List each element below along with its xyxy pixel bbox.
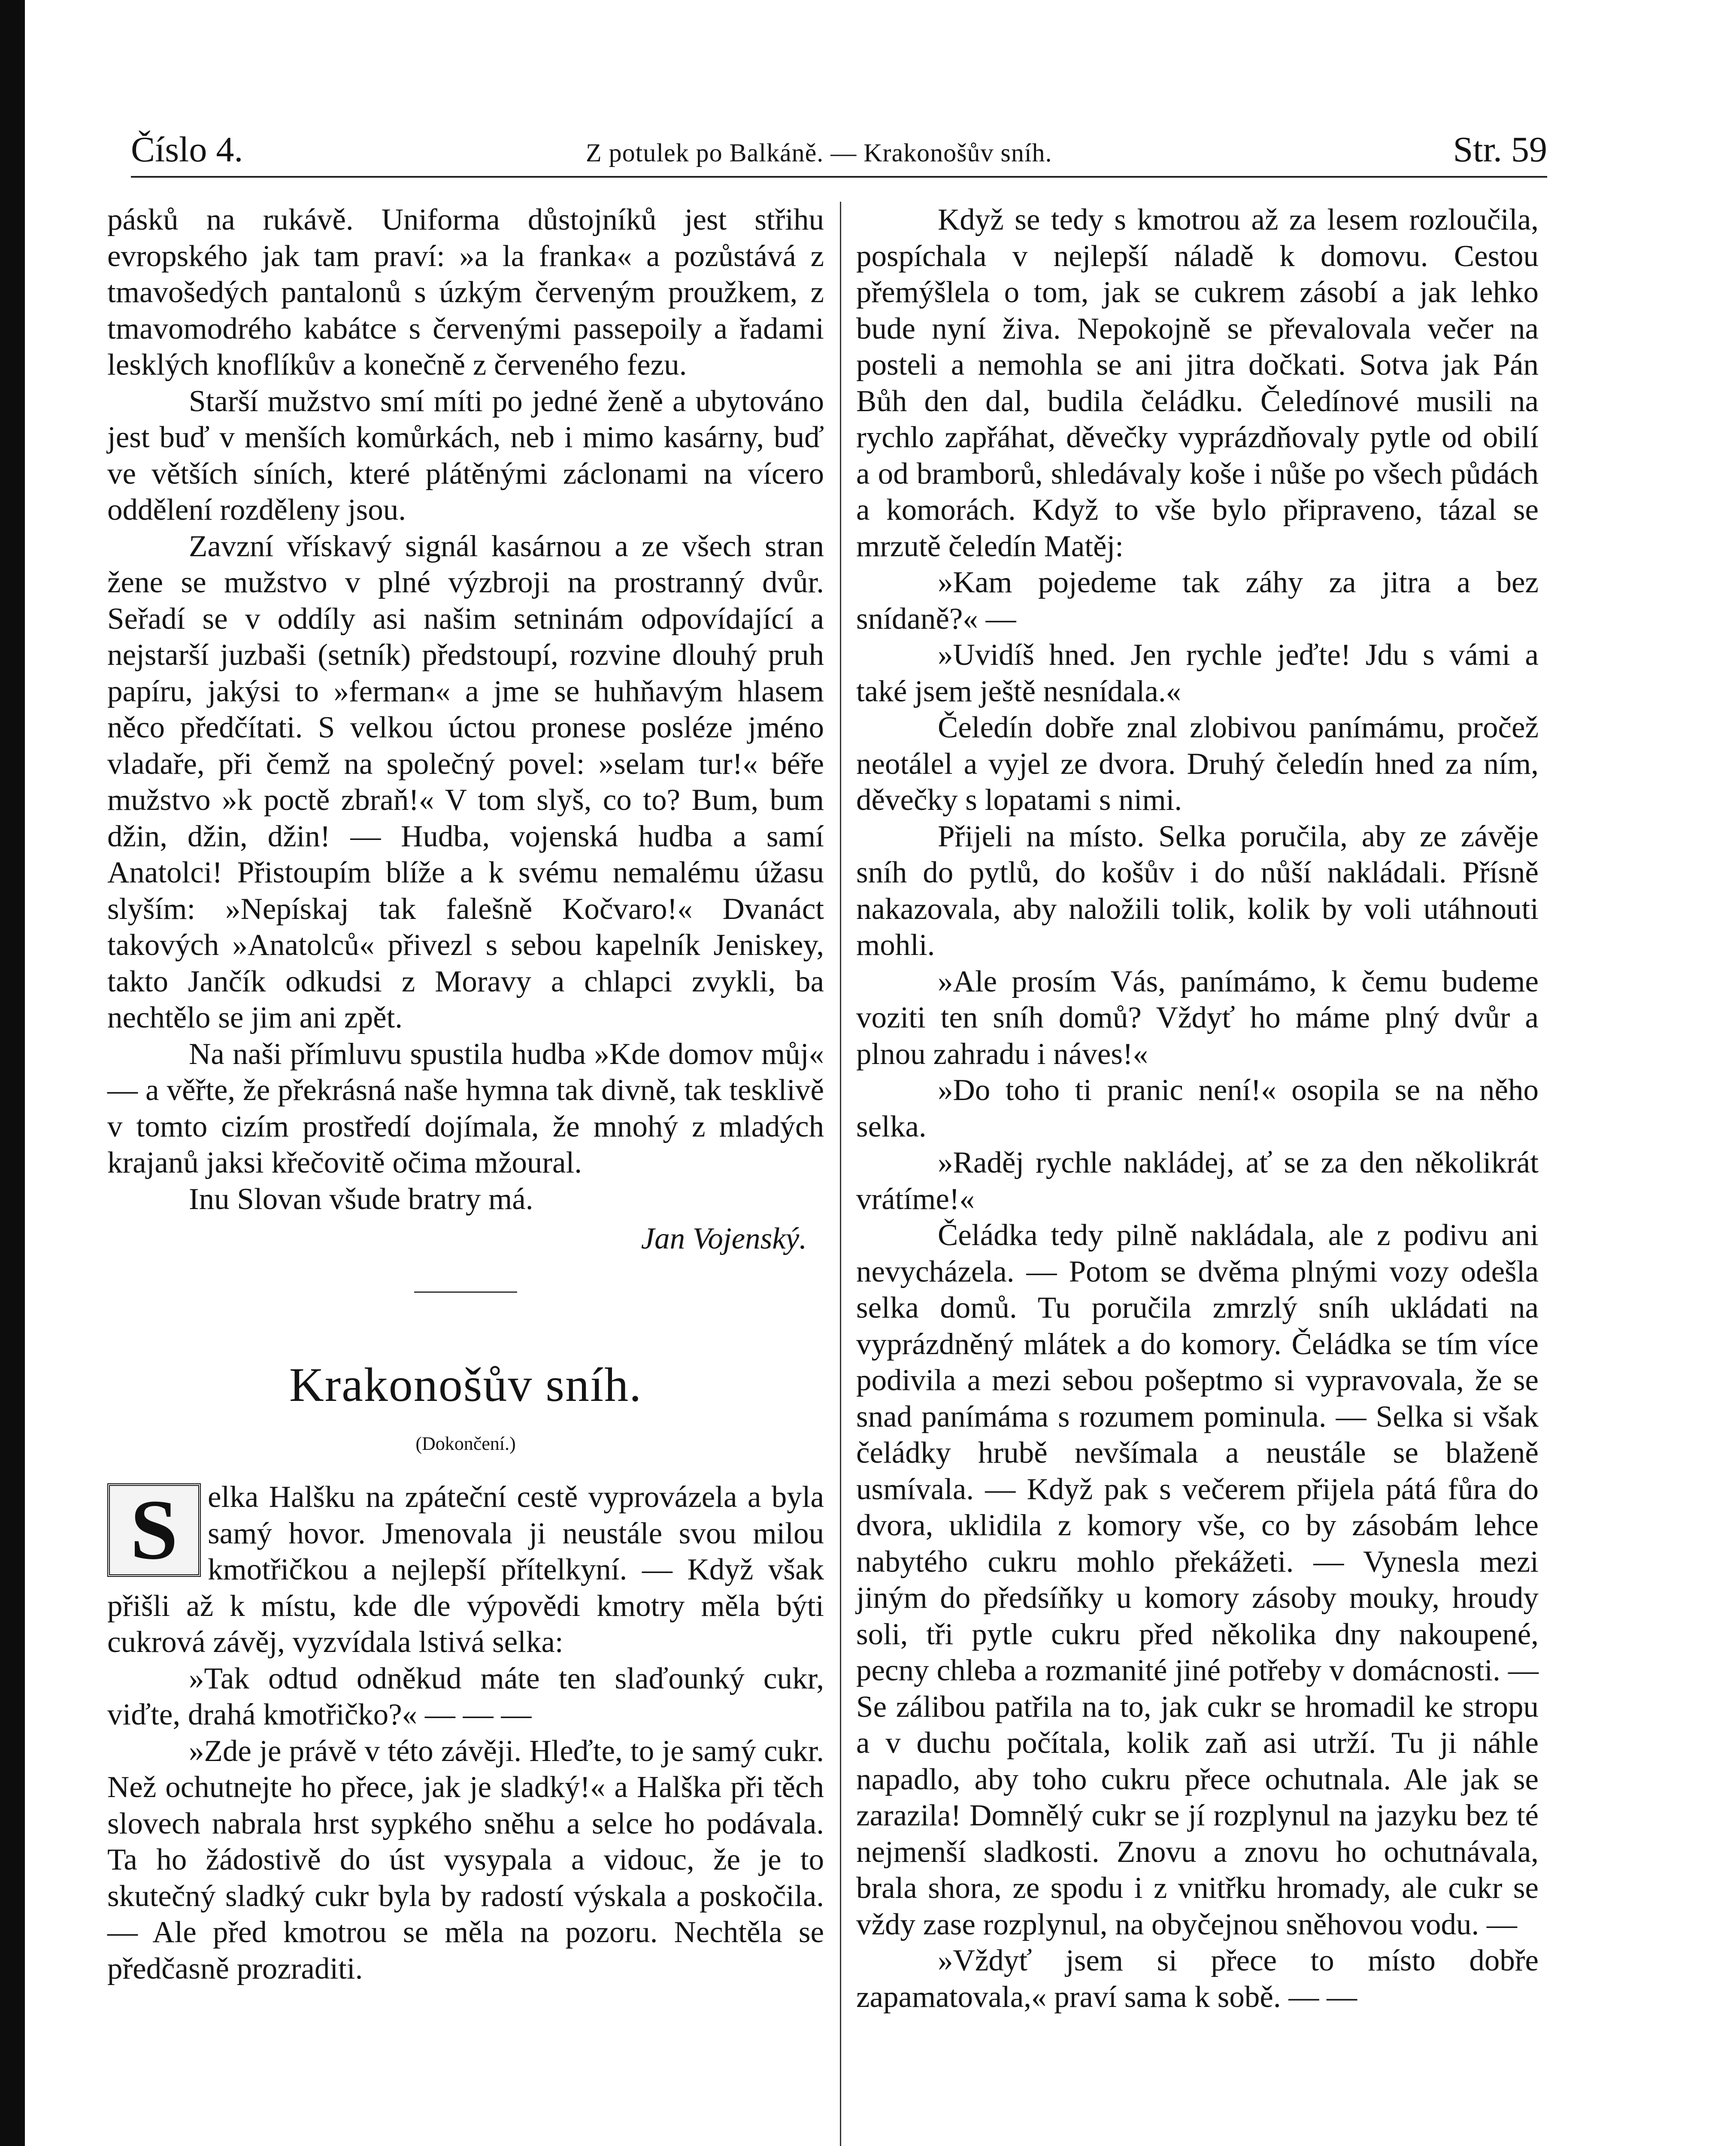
paragraph: elka Halšku na zpáteční cestě vyprovázela a byla samý hovor. Jmenovala ji neustále svou milou kmotřičkou a nejlepší přítelkyní. — Když však přišli až k místu, kde dle výpovědi kmotry měla býti cukrová závěj, vyzvídala lstivá selka: [107, 1480, 824, 1659]
paragraph: »Kam pojedeme tak záhy za jitra a bez snídaně?« — [856, 566, 1539, 636]
article-title: Krakonošův sníh. [289, 1358, 642, 1412]
scan-edge-left [0, 0, 25, 2146]
paragraph: Čeledín dobře znal zlobivou panímámu, pročež neotálel a vyjel ze dvora. Druhý čeledín hned za ním, děvečky s lopatami s nimi. [856, 711, 1539, 817]
paragraph: Zavzní vřískavý signál kasárnou a ze všech stran žene se mužstvo v plné výzbroji na prostranný dvůr. Seřadí se v oddíly asi našim setninám odpovídající a nejstarší juzbaši (setník) předstoupí, rozvine dlouhý pruh papíru, jakýsi to »ferman« a jme se huhňavým hlasem něco předčítati. S velkou úctou pronese posléze jméno vladaře, při čemž na společný povel: »selam tur!« béře mužstvo »k poctě zbraň!« V tom slyš, co to? Bum, bum džin, džin, džin! — Hudba, vojenská hudba a samí Anatolci! Přistoupím blíže a k svému nemalému úžasu slyším: »Nepískaj tak falešně Kočvaro!« Dvanáct takových »Anatolců« přivezl s sebou kapelník Jeniskey, takto Jančík odkudsi z Moravy a chlapci zvykli, ba nechtělo se jim ani zpět. [107, 529, 824, 1034]
paragraph: »Vždyť jsem si přece to místo dobře zapamatovala,« praví sama k sobě. — — [856, 1944, 1539, 2014]
section-separator [414, 1291, 517, 1293]
paragraph: »Raděj rychle nakládej, ať se za den několikrát vrátíme!« [856, 1146, 1539, 1216]
running-title: Z potulek po Balkáně. — Krakonošův sníh. [586, 139, 1052, 167]
paragraph: »Uvidíš hned. Jen rychle jeďte! Jdu s vámi a také jsem ještě nesnídala.« [856, 638, 1539, 708]
running-head [131, 129, 1547, 180]
paragraph: »Do toho ti pranic není!« osopila se na něho selka. [856, 1073, 1539, 1143]
paragraph: Když se tedy s kmotrou až za lesem rozloučila, pospíchala v nejlepší náladě k domovu. Cestou přemýšlela o tom, jak se cukrem zásobí a jak lehko bude nyní živa. Nepokojně se převalovala večer na posteli a nemohla se ani jitra dočkati. Sotva jak Pán Bůh den dal, budila čeládku. Čeledínové musili na rychlo zapřáhat, děvečky vyprázdňovaly pytle od obilí a od bramborů, shledávaly koše i nůše po všech půdách a komorách. Když to vše bylo připraveno, tázal se mrzutě čeledín Matěj: [856, 203, 1539, 563]
column-divider [840, 202, 841, 2146]
paragraph: »Tak odtud odněkud máte ten slaďounký cukr, viďte, drahá kmotřičko?« — — — [107, 1661, 824, 1731]
paragraph: Čeládka tedy pilně nakládala, ale z podivu ani nevycházela. — Potom se dvěma plnými vozy odešla selka domů. Tu poručila zmrzlý sníh ukládati na vyprázdněný mlátek a do komory. Čeládka se tím více podivila a mezi sebou pošeptmo si vypravovala, že se snad panímáma s rozumem pominula. — Selka si však čeládky hrubě nevšímala a neustále se blaženě usmívala. — Když pak s večerem přijela pátá fůra do dvora, uklidila z komory vše, co by zásobám lehce nabytého cukru mohlo překážeti. — Vynesla mezi jiným do předsíňky u komory zásoby mouky, hroudy soli, tři pytle cukru před několika dny nakoupené, pecny chleba a rozmanité jiné potřeby v domácnosti. — Se zálibou patřila na to, jak cukr se hromadil ke stropu a v duchu počítala, kolik zaň asi utrží. Tu ji náhle napadlo, aby toho cukru přece ochutnala. Ale jak se zarazila! Domnělý cukr se jí rozplynul na jazyku bez té nejmenší sladkosti. Znovu a znovu ho ochutnávala, brala shora, ze spodu i z vnitřku hromady, ale cukr se vždy zase rozplynul, na obyčejnou sněhovou vodu. — [856, 1218, 1539, 1941]
ornamental-drop-cap: S [107, 1483, 201, 1577]
paragraph: Na naši přímluvu spustila hudba »Kde domov můj« — a věřte, že překrásná naše hymna tak divně, tak tesklivě v tomto cizím prostředí dojímala, že mnohý z mladých krajanů jaksi křečovitě očima mžoural. [107, 1037, 824, 1179]
page [26, 0, 1736, 2146]
issue-number: Číslo 4. [131, 130, 243, 170]
author-signature: Jan Vojenský. [641, 1222, 807, 1255]
paragraph: Inu Slovan všude bratry má. [189, 1182, 533, 1216]
page-number: Str. 59 [1453, 130, 1547, 170]
paragraph: »Zde je právě v této závěji. Hleďte, to je samý cukr. Než ochutnejte ho přece, jak je sladký!« a Halška při těch slovech nabrala hrst sypkého sněhu a selce ho podávala. Ta ho žádostivě do úst vysypala a vidouc, že je to skutečný sladký cukr byla by radostí výskala a poskočila. — Ale před kmotrou se měla na pozoru. Nechtěla se předčasně prozraditi. [107, 1734, 824, 1985]
paragraph: Přijeli na místo. Selka poručila, aby ze závěje sníh do pytlů, do košův i do nůší nakládali. Přísně nakazovala, aby naložili tolik, kolik by voli utáhnouti mohli. [856, 819, 1539, 962]
header-rule [131, 176, 1547, 178]
paragraph: Starší mužstvo smí míti po jedné ženě a ubytováno jest buď v menších komůrkách, neb i mimo kasárny, buď ve větších síních, které plátěnými záclonami na vícero oddělení rozděleny jsou. [107, 384, 824, 527]
left-column [107, 202, 824, 1987]
paragraph: pásků na rukávě. Uniforma důstojníků jest střihu evropského jak tam praví: »a la franka« a pozůstává z tmavošedých pantalonů s úzkým červeným proužkem, z tmavomodrého kabátce s červenými passepoily a řadami lesklých knoflíkův a konečně z červeného fezu. [107, 203, 824, 382]
continuation-note: (Dokončení.) [415, 1433, 516, 1454]
right-column [856, 202, 1539, 2015]
paragraph: »Ale prosím Vás, panímámo, k čemu budeme voziti ten sníh domů? Vždyť ho máme plný dvůr a plnou zahradu i náves!« [856, 964, 1539, 1071]
